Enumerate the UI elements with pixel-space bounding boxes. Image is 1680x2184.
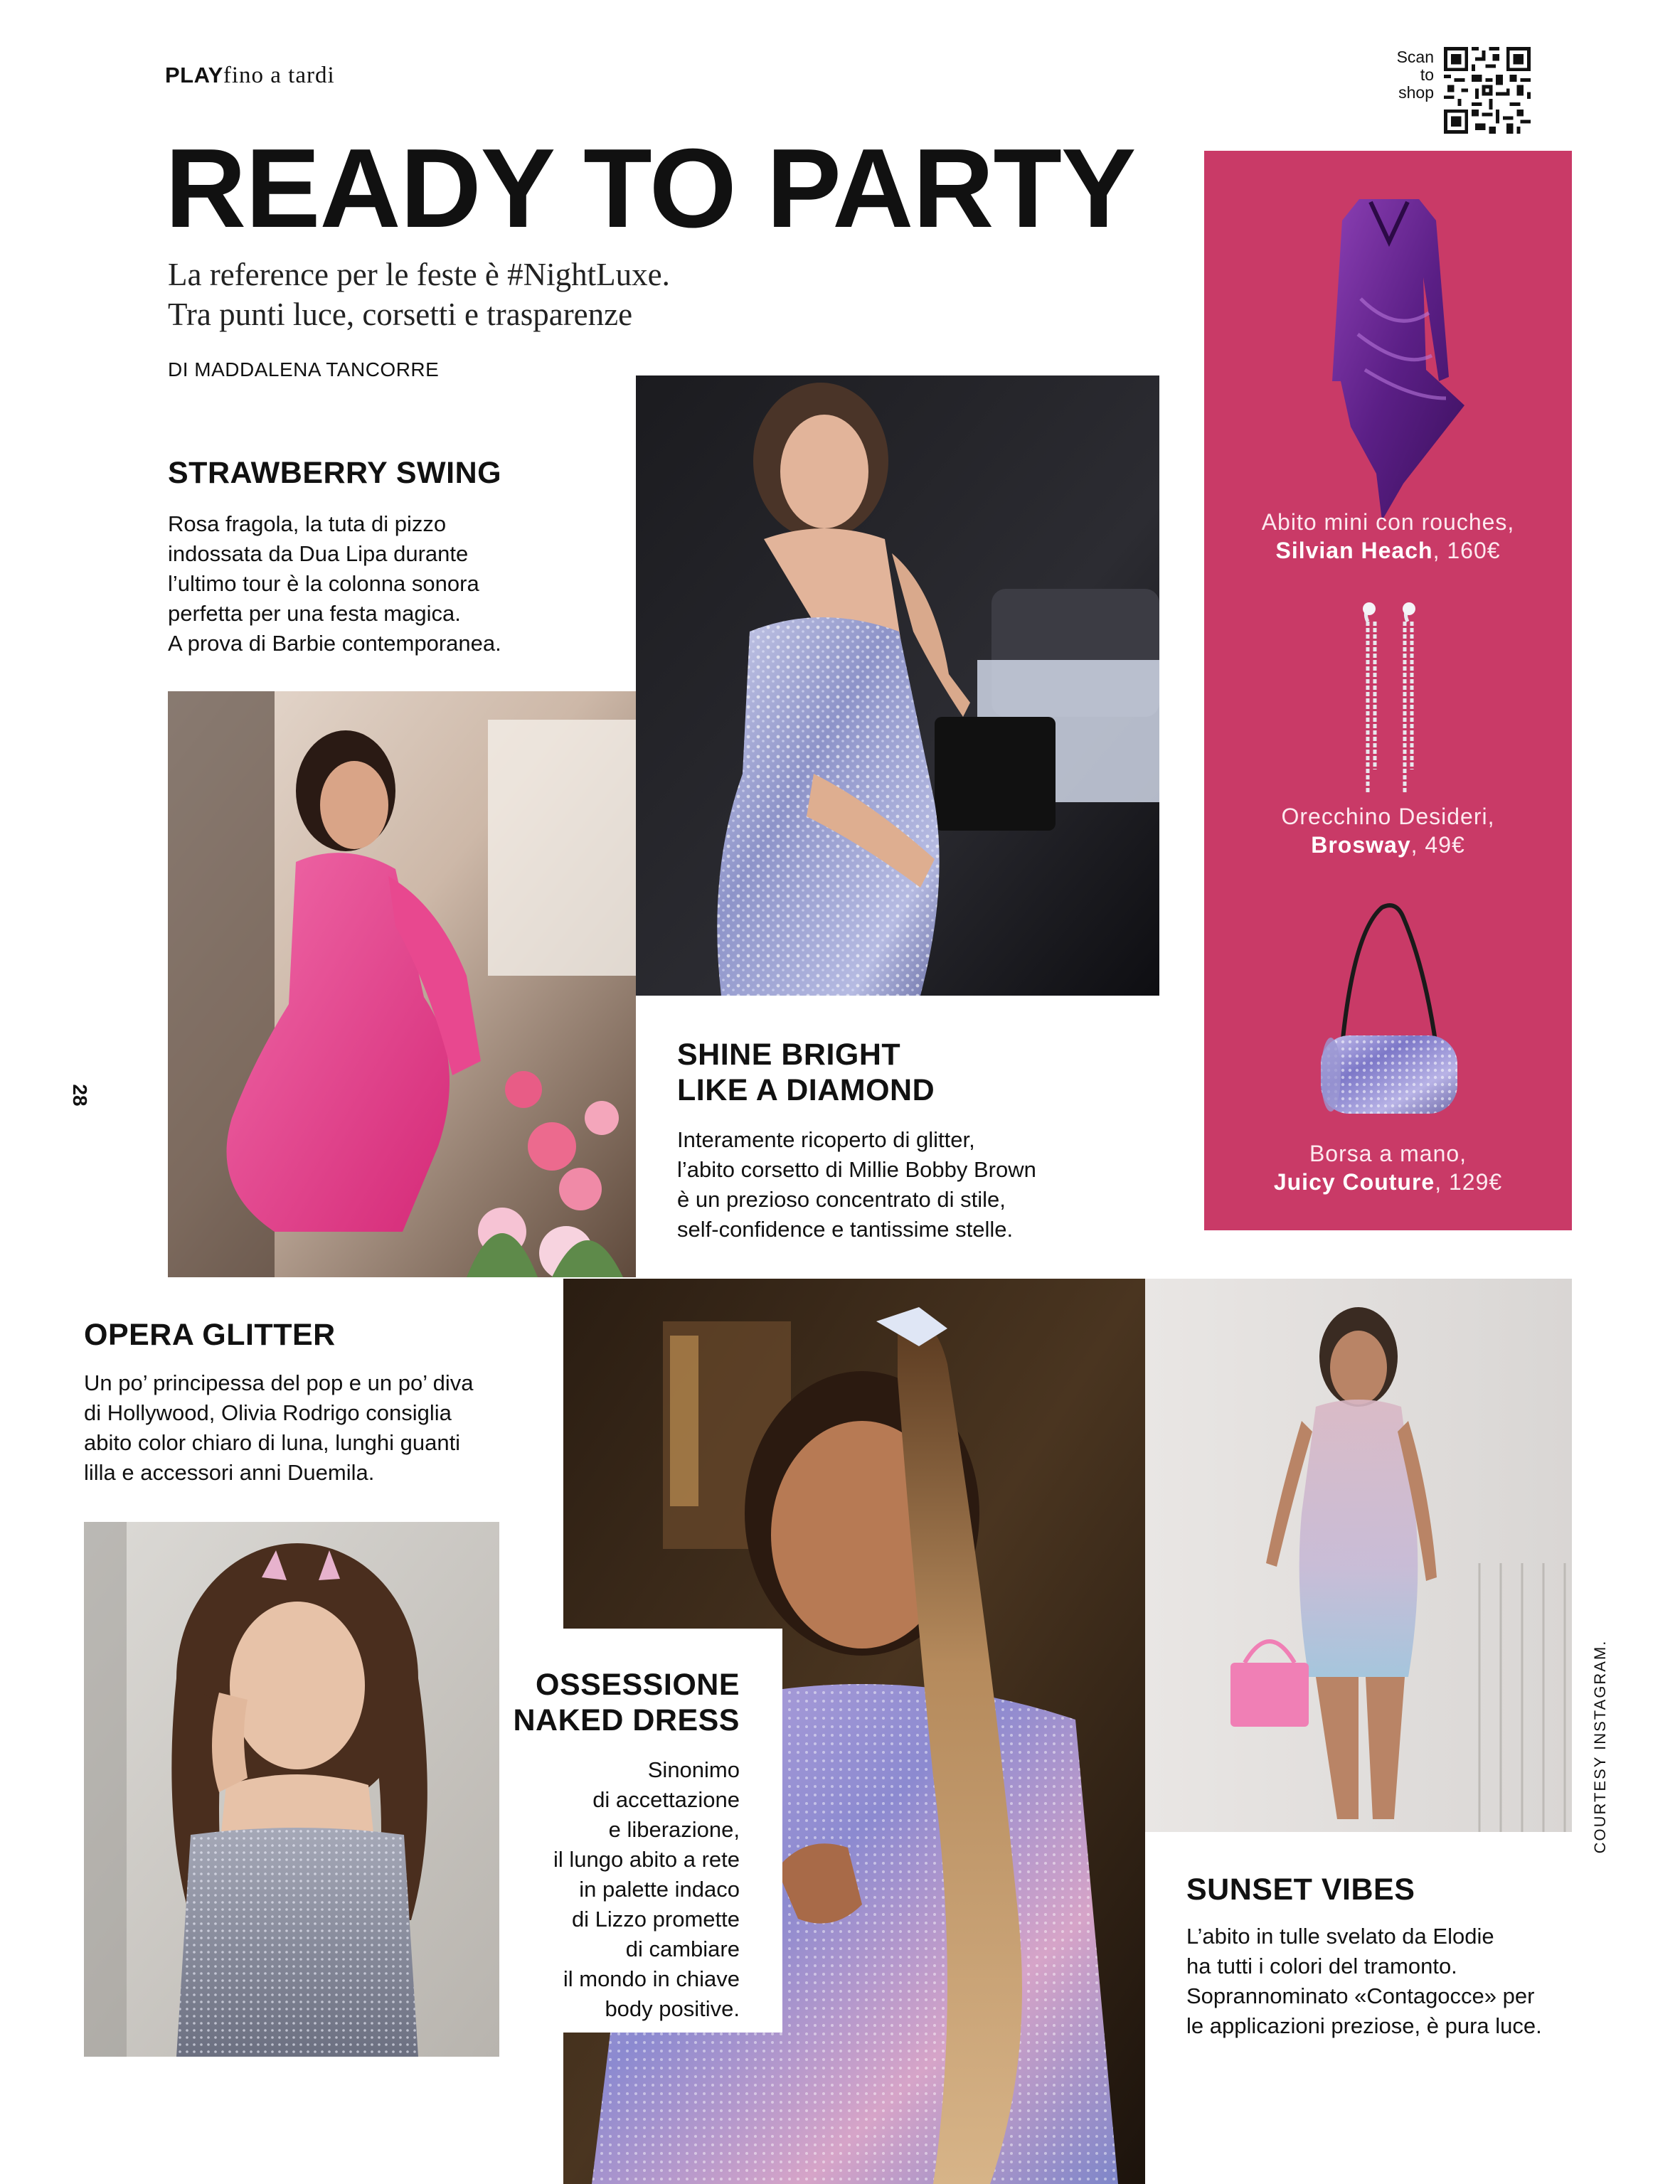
text-line: Un po’ principessa del pop e un po’ diva (84, 1370, 474, 1395)
text-line: di Hollywood, Olivia Rodrigo consiglia (84, 1400, 452, 1425)
subtitle (168, 255, 670, 334)
text-line: in palette indaco (579, 1877, 740, 1902)
subtitle-line: La reference per le feste è #NightLuxe. (168, 257, 670, 292)
product-brand[interactable]: Brosway (1311, 832, 1411, 858)
text-line: Interamente ricoperto di glitter, (677, 1127, 975, 1152)
text-line: il mondo in chiave (563, 1966, 740, 1991)
millie-bobby-brown-photo[interactable] (636, 375, 1159, 996)
text-line: l’abito corsetto di Millie Bobby Brown (677, 1157, 1036, 1182)
qr-caption-line: Scan (1396, 48, 1434, 66)
photo-credit: COURTESY INSTAGRAM. (1591, 1639, 1609, 1854)
product-panel (1204, 151, 1572, 1230)
product-price: , 129€ (1435, 1169, 1503, 1195)
product-name: Borsa a mano, (1309, 1141, 1467, 1166)
text-line: l’ultimo tour è la colonna sonora (168, 571, 479, 596)
page-number: 28 (69, 1084, 91, 1107)
page-title: READY TO PARTY (165, 126, 1136, 251)
title-line: SHINE BRIGHT (677, 1038, 901, 1072)
handbag-image[interactable] (1311, 903, 1467, 1124)
shine-text (677, 1125, 1036, 1245)
text-line: indossata da Dua Lipa durante (168, 541, 469, 566)
product-caption (1204, 1139, 1572, 1196)
text-line: le applicazioni preziose, è pura luce. (1186, 2013, 1542, 2038)
elodie-photo[interactable] (1145, 1279, 1572, 1832)
text-line: ha tutti i colori del tramonto. (1186, 1954, 1457, 1978)
strawberry-title: STRAWBERRY SWING (168, 456, 502, 490)
section-header (165, 61, 335, 90)
text-line: il lungo abito a rete (553, 1847, 740, 1872)
text-line: lilla e accessori anni Duemila. (84, 1460, 375, 1485)
naked-title (514, 1667, 740, 1738)
purple-dress-image[interactable] (1297, 192, 1482, 526)
brand-label: PLAY (165, 63, 223, 87)
text-line: A prova di Barbie contemporanea. (168, 631, 501, 656)
naked-text (553, 1755, 740, 2024)
olivia-rodrigo-photo[interactable] (84, 1522, 499, 2057)
text-line: Sinonimo (647, 1757, 740, 1782)
section-label: fino a tardi (223, 63, 335, 88)
text-line: self-confidence e tantissime stelle. (677, 1217, 1014, 1242)
dua-lipa-photo[interactable] (168, 691, 636, 1277)
opera-text (84, 1368, 473, 1488)
sunset-text (1186, 1922, 1542, 2041)
product-name: Abito mini con rouches, (1261, 509, 1515, 535)
qr-code-icon[interactable] (1444, 47, 1531, 134)
text-line: body positive. (605, 1996, 740, 2021)
qr-caption-line: to (1420, 65, 1434, 84)
product-brand[interactable]: Juicy Couture (1273, 1169, 1435, 1195)
text-line: di accettazione (592, 1787, 740, 1812)
text-line: perfetta per una festa magica. (168, 601, 461, 626)
title-line: LIKE A DIAMOND (677, 1073, 935, 1107)
byline: DI MADDALENA TANCORRE (168, 358, 440, 380)
opera-title: OPERA GLITTER (84, 1318, 336, 1352)
text-line: di Lizzo promette (571, 1907, 740, 1932)
text-line: e liberazione, (608, 1817, 740, 1842)
qr-caption-line: shop (1398, 83, 1434, 102)
product-name: Orecchino Desideri, (1281, 804, 1495, 829)
product-price: , 49€ (1410, 832, 1465, 858)
text-line: L’abito in tulle svelato da Elodie (1186, 1924, 1494, 1949)
product-caption (1204, 802, 1572, 859)
text-line: Soprannominato «Contagocce» per (1186, 1983, 1535, 2008)
title-line: NAKED DRESS (513, 1703, 740, 1737)
subtitle-line: Tra punti luce, corsetti e trasparenze (168, 297, 633, 332)
text-line: Rosa fragola, la tuta di pizzo (168, 511, 447, 536)
sunset-title: SUNSET VIBES (1186, 1873, 1415, 1907)
shine-title (677, 1037, 935, 1108)
qr-caption (1373, 48, 1434, 102)
text-line: abito color chiaro di luna, lunghi guanti (84, 1430, 461, 1455)
product-price: , 160€ (1432, 538, 1501, 563)
text-line: è un prezioso concentrato di stile, (677, 1187, 1006, 1212)
product-caption (1204, 508, 1572, 565)
earrings-image[interactable] (1354, 599, 1425, 801)
text-line: di cambiare (625, 1937, 740, 1961)
naked-dress-box (511, 1629, 782, 2033)
strawberry-text (168, 509, 501, 659)
product-brand[interactable]: Silvian Heach (1275, 538, 1433, 563)
title-line: OSSESSIONE (536, 1668, 740, 1702)
